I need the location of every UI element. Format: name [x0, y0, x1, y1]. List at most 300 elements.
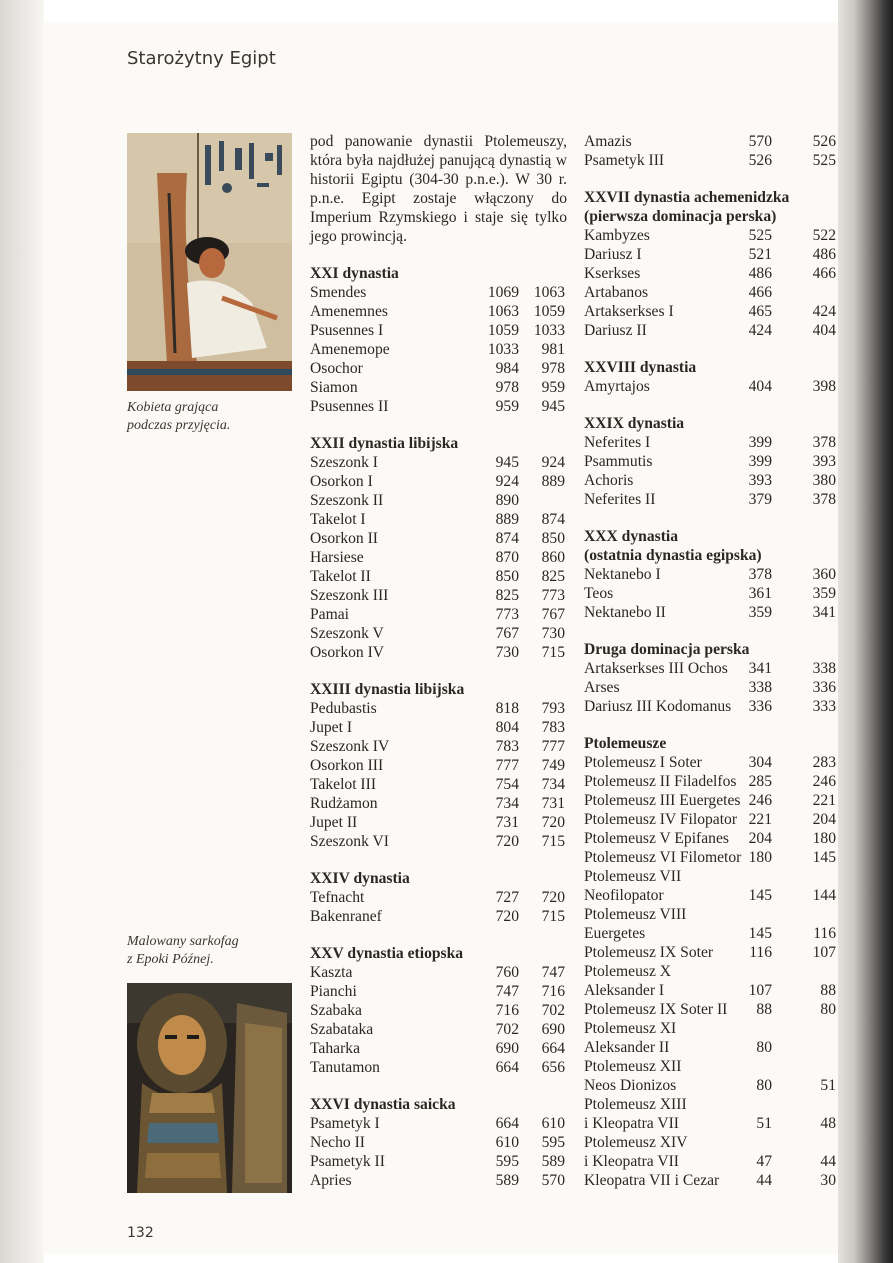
dynasty-section: [310, 434, 567, 662]
reign-end: 1059: [533, 303, 565, 320]
ruler-row: [584, 1019, 838, 1038]
ruler-name: Ptolemeusz II Filadelfos: [584, 773, 737, 790]
ruler-row: [310, 907, 567, 926]
ruler-row: [584, 791, 838, 810]
ruler-name: Szabataka: [310, 1021, 374, 1038]
reign-start: 818: [495, 700, 519, 717]
reign-start: 720: [495, 833, 519, 850]
ruler-name: Neferites I: [584, 434, 651, 451]
ruler-name: Dariusz III Kodomanus: [584, 698, 732, 715]
reign-start: 116: [749, 944, 772, 961]
reign-end: 773: [541, 587, 565, 604]
ruler-name: Neferites II: [584, 491, 656, 508]
reign-start: 341: [748, 660, 772, 677]
dynasty-heading: (pierwsza dominacja perska): [584, 208, 777, 225]
reign-end: 378: [812, 434, 836, 451]
left-edge: [0, 0, 44, 1263]
ruler-name: Ptolemeusz XIV: [584, 1134, 688, 1151]
reign-end: 730: [541, 625, 565, 642]
reign-start: 570: [748, 133, 772, 150]
dynasty-heading: Druga dominacja perska: [584, 641, 750, 658]
ruler-name: Ptolemeusz X: [584, 963, 672, 980]
ruler-row: [584, 1057, 838, 1076]
reign-start: 1059: [487, 322, 519, 339]
reign-start: 404: [748, 378, 772, 395]
ruler-row: [310, 756, 567, 775]
ruler-name: Psametyk III: [584, 152, 665, 169]
ruler-name: Siamon: [310, 379, 358, 396]
reign-end: 767: [541, 606, 565, 623]
reign-end: 716: [541, 983, 565, 1000]
reign-start: 890: [495, 492, 519, 509]
reign-start: 285: [748, 773, 772, 790]
running-header: Starożytny Egipt: [127, 48, 276, 69]
ruler-row: [310, 359, 567, 378]
ruler-name: Psusennes II: [310, 398, 389, 415]
ruler-row: [310, 378, 567, 397]
reign-end: 702: [541, 1002, 565, 1019]
ruler-name: Ptolemeusz VII: [584, 868, 682, 885]
caption-bottom: [127, 933, 297, 969]
ruler-name: Szabaka: [310, 1002, 362, 1019]
column-middle: [310, 132, 567, 1190]
ruler-row: [584, 433, 838, 452]
reign-start: 525: [748, 227, 772, 244]
reign-start: 767: [495, 625, 519, 642]
ruler-row: [310, 794, 567, 813]
ruler-row: [584, 1076, 838, 1095]
reign-start: 361: [748, 585, 772, 602]
ruler-row: [310, 963, 567, 982]
reign-start: 221: [748, 811, 772, 828]
ruler-name: Artakserkses I: [584, 303, 674, 320]
reign-start: 246: [748, 792, 772, 809]
ruler-row: [584, 924, 838, 943]
dynasty-heading: XXVI dynastia saicka: [310, 1096, 456, 1113]
ruler-name: Kaszta: [310, 964, 353, 981]
intro-text: pod panowanie dynastii Ptolemeuszy, która była najdłużej panującą dynastią w historii Egiptu (304-30 p.n.e.). W 30 r. p.n.e. Egipt zostaje włączony do Imperium Rzymskiego i staje się tylko jego prowincją.: [310, 133, 567, 245]
reign-end: 924: [541, 454, 565, 471]
ruler-name: Ptolemeusz IX Soter: [584, 944, 714, 961]
ruler-row: [584, 1038, 838, 1057]
ruler-name: Amenemnes: [310, 303, 388, 320]
reign-end: 656: [541, 1059, 565, 1076]
ruler-row: [310, 491, 567, 510]
reign-end: 777: [541, 738, 565, 755]
ruler-row: [584, 584, 838, 603]
ruler-name: Amyrtajos: [584, 378, 650, 395]
reign-end: 221: [812, 792, 836, 809]
reign-start: 338: [748, 679, 772, 696]
reign-start: 466: [748, 284, 772, 301]
page-fold-shadow: [838, 0, 893, 1263]
ruler-name: Ptolemeusz XIII: [584, 1096, 687, 1113]
reign-start: 393: [748, 472, 772, 489]
ruler-name: Osorkon IV: [310, 644, 385, 661]
ruler-row: [584, 245, 838, 264]
reign-end: 359: [812, 585, 836, 602]
ruler-name: Smendes: [310, 284, 367, 301]
ruler-row: [584, 981, 838, 1000]
ruler-row: [584, 829, 838, 848]
reign-start: 760: [495, 964, 519, 981]
ruler-row: [584, 264, 838, 283]
dynasty-section: [584, 640, 838, 716]
ruler-name: Aleksander II: [584, 1039, 670, 1056]
ruler-row: [310, 1058, 567, 1077]
reign-end: 959: [541, 379, 565, 396]
ruler-name: Szeszonk V: [310, 625, 384, 642]
reign-end: 850: [541, 530, 565, 547]
ruler-row: [310, 624, 567, 643]
ruler-name: Teos: [584, 585, 614, 602]
ruler-name: Dariusz I: [584, 246, 642, 263]
reign-start: 945: [495, 454, 519, 471]
ruler-row: [310, 1001, 567, 1020]
ruler-row: [584, 678, 838, 697]
ruler-name: Achoris: [584, 472, 634, 489]
reign-start: 664: [495, 1059, 519, 1076]
ruler-name: Arses: [584, 679, 620, 696]
dynasty-heading: XXVIII dynastia: [584, 359, 697, 376]
ruler-row: [584, 321, 838, 340]
reign-start: 924: [495, 473, 519, 490]
caption-bottom-line-1: Malowany sarkofag: [127, 934, 239, 949]
reign-start: 731: [495, 814, 519, 831]
reign-end: 180: [812, 830, 836, 847]
ruler-row: [310, 832, 567, 851]
ruler-row: [310, 397, 567, 416]
ruler-row: [310, 340, 567, 359]
reign-end: 522: [812, 227, 836, 244]
reign-end: 715: [541, 644, 565, 661]
reign-start: 336: [748, 698, 772, 715]
ruler-row: [584, 962, 838, 981]
reign-start: 804: [495, 719, 519, 736]
sarcophagus-image: [127, 983, 292, 1193]
ruler-name: Nektanebo II: [584, 604, 666, 621]
reign-start: 145: [748, 887, 772, 904]
reign-start: 486: [748, 265, 772, 282]
reign-start: 107: [748, 982, 772, 999]
dynasty-heading: XXV dynastia etiopska: [310, 945, 464, 962]
ruler-row: [310, 283, 567, 302]
reign-start: 783: [495, 738, 519, 755]
ruler-name: Takelot I: [310, 511, 366, 528]
reign-start: 465: [748, 303, 772, 320]
reign-end: 889: [541, 473, 565, 490]
reign-start: 80: [756, 1077, 772, 1094]
reign-end: 107: [812, 944, 836, 961]
ruler-row: [584, 151, 838, 170]
caption-top-line-2: podczas przyjęcia.: [127, 418, 231, 433]
reign-start: 595: [495, 1153, 519, 1170]
reign-end: 204: [812, 811, 836, 828]
reign-start: 730: [495, 644, 519, 661]
ruler-name: Takelot II: [310, 568, 371, 585]
ruler-name: Harsiese: [310, 549, 364, 566]
ruler-row: [584, 377, 838, 396]
reign-end: 570: [541, 1172, 565, 1189]
reign-start: 44: [756, 1172, 772, 1189]
reign-end: 338: [812, 660, 836, 677]
reign-start: 720: [495, 908, 519, 925]
reign-end: 664: [541, 1040, 565, 1057]
reign-end: 1033: [533, 322, 565, 339]
reign-start: 773: [495, 606, 519, 623]
ruler-row: [310, 586, 567, 605]
ruler-row: [584, 753, 838, 772]
ruler-name: Nektanebo I: [584, 566, 661, 583]
reign-start: 610: [495, 1134, 519, 1151]
ruler-name: Amenemope: [310, 341, 390, 358]
dynasty-heading: XXIV dynastia: [310, 870, 410, 887]
reign-start: 1033: [487, 341, 519, 358]
reign-end: 424: [812, 303, 836, 320]
reign-end: 874: [541, 511, 565, 528]
ruler-name: Osorkon I: [310, 473, 373, 490]
reign-start: 204: [748, 830, 772, 847]
ruler-name: i Kleopatra VII: [584, 1153, 679, 1170]
reign-end: 595: [541, 1134, 565, 1151]
reign-start: 825: [495, 587, 519, 604]
reign-start: 870: [495, 549, 519, 566]
ruler-row: [310, 1133, 567, 1152]
ruler-name: Pedubastis: [310, 700, 377, 717]
intro-paragraph: [310, 132, 567, 246]
reign-end: 749: [541, 757, 565, 774]
ruler-name: Takelot III: [310, 776, 377, 793]
caption-top-line-1: Kobieta grająca: [127, 400, 219, 415]
reign-end: 80: [820, 1001, 836, 1018]
reign-start: 850: [495, 568, 519, 585]
reign-start: 889: [495, 511, 519, 528]
reign-start: 1069: [487, 284, 519, 301]
reign-end: 610: [541, 1115, 565, 1132]
reign-end: 360: [812, 566, 836, 583]
reign-end: 783: [541, 719, 565, 736]
ruler-name: Euergetes: [584, 925, 646, 942]
reign-end: 860: [541, 549, 565, 566]
column-right: [584, 132, 838, 1190]
ruler-row: [584, 226, 838, 245]
dynasty-heading: Ptolemeusze: [584, 735, 667, 752]
reign-start: 145: [748, 925, 772, 942]
ruler-row: [310, 888, 567, 907]
ruler-name: Bakenranef: [310, 908, 382, 925]
reign-end: 978: [541, 360, 565, 377]
ruler-row: [310, 737, 567, 756]
reign-end: 715: [541, 833, 565, 850]
page-number: 132: [127, 1225, 154, 1241]
ruler-row: [310, 699, 567, 718]
ruler-name: Ptolemeusz IX Soter II: [584, 1001, 728, 1018]
reign-start: 88: [756, 1001, 772, 1018]
ruler-name: Ptolemeusz XII: [584, 1058, 682, 1075]
reign-end: 44: [820, 1153, 836, 1170]
ruler-name: Osochor: [310, 360, 363, 377]
dynasty-heading: XXIX dynastia: [584, 415, 685, 432]
reign-end: 486: [812, 246, 836, 263]
ruler-name: Pamai: [310, 606, 349, 623]
dynasty-heading: XXIII dynastia libijska: [310, 681, 465, 698]
ruler-name: Kleopatra VII i Cezar: [584, 1172, 720, 1189]
reign-end: 404: [812, 322, 836, 339]
reign-start: 1063: [487, 303, 519, 320]
reign-start: 47: [756, 1153, 772, 1170]
reign-end: 116: [813, 925, 836, 942]
ruler-name: Osorkon III: [310, 757, 384, 774]
dynasty-section: [310, 264, 567, 416]
ruler-name: Szeszonk IV: [310, 738, 390, 755]
ruler-row: [584, 1095, 838, 1114]
ruler-row: [310, 529, 567, 548]
ruler-row: [584, 1114, 838, 1133]
dynasty-heading: XXVII dynastia achemenidzka: [584, 189, 790, 206]
reign-end: 246: [812, 773, 836, 790]
ruler-name: Ptolemeusz XI: [584, 1020, 677, 1037]
ruler-name: Rudżamon: [310, 795, 378, 812]
reign-start: 664: [495, 1115, 519, 1132]
ruler-name: Artabanos: [584, 284, 649, 301]
reign-start: 734: [495, 795, 519, 812]
dynasty-heading: XXX dynastia: [584, 528, 679, 545]
reign-start: 978: [495, 379, 519, 396]
reign-end: 51: [820, 1077, 836, 1094]
dynasty-heading: XXI dynastia: [310, 265, 399, 282]
ruler-name: Neos Dionizos: [584, 1077, 677, 1094]
reign-end: 690: [541, 1021, 565, 1038]
ruler-row: [584, 848, 838, 867]
ruler-name: Tanutamon: [310, 1059, 380, 1076]
ruler-name: Dariusz II: [584, 322, 647, 339]
ruler-name: Aleksander I: [584, 982, 665, 999]
ruler-row: [584, 1171, 838, 1190]
ruler-row: [310, 775, 567, 794]
ruler-name: Tefnacht: [310, 889, 365, 906]
reign-start: 727: [495, 889, 519, 906]
reign-end: 88: [820, 982, 836, 999]
reign-start: 51: [756, 1115, 772, 1132]
dynasty-section: [310, 680, 567, 851]
ruler-name: Ptolemeusz I Soter: [584, 754, 702, 771]
ruler-row: [584, 886, 838, 905]
reign-end: 747: [541, 964, 565, 981]
reign-start: 690: [495, 1040, 519, 1057]
ruler-name: Ptolemeusz V Epifanes: [584, 830, 729, 847]
dynasty-heading: (ostatnia dynastia egipska): [584, 547, 762, 564]
ruler-row: [310, 1171, 567, 1190]
reign-start: 304: [748, 754, 772, 771]
reign-end: 48: [820, 1115, 836, 1132]
dynasty-section: [584, 358, 838, 396]
reign-start: 424: [748, 322, 772, 339]
ruler-row: [310, 1114, 567, 1133]
reign-end: 144: [812, 887, 836, 904]
reign-start: 359: [748, 604, 772, 621]
reign-start: 399: [748, 453, 772, 470]
ruler-row: [310, 813, 567, 832]
ruler-row: [310, 982, 567, 1001]
ruler-name: Psametyk I: [310, 1115, 380, 1132]
ruler-row: [310, 510, 567, 529]
ruler-name: Osorkon II: [310, 530, 378, 547]
reign-end: 341: [812, 604, 836, 621]
dynasty-heading: XXII dynastia libijska: [310, 435, 459, 452]
ruler-row: [584, 132, 838, 151]
reign-start: 521: [748, 246, 772, 263]
reign-end: 466: [812, 265, 836, 282]
ruler-name: Szeszonk VI: [310, 833, 389, 850]
reign-end: 720: [541, 814, 565, 831]
reign-end: 145: [812, 849, 836, 866]
reign-end: 734: [541, 776, 565, 793]
dynasty-section: [584, 414, 838, 509]
ruler-row: [310, 1039, 567, 1058]
reign-end: 1063: [533, 284, 565, 301]
ruler-row: [584, 659, 838, 678]
caption-top: [127, 399, 297, 435]
reign-start: 399: [748, 434, 772, 451]
reign-end: 720: [541, 889, 565, 906]
dynasty-section: [584, 527, 838, 622]
ruler-row: [310, 472, 567, 491]
ruler-row: [584, 452, 838, 471]
ruler-row: [310, 718, 567, 737]
ruler-name: Szeszonk I: [310, 454, 378, 471]
ruler-name: Kserkses: [584, 265, 641, 282]
ruler-row: [584, 283, 838, 302]
ruler-name: Artakserkses III Ochos: [584, 660, 728, 677]
ruler-row: [584, 565, 838, 584]
ruler-row: [584, 603, 838, 622]
reign-start: 754: [495, 776, 519, 793]
reign-start: 378: [748, 566, 772, 583]
harpist-painting-image: [127, 133, 292, 391]
ruler-row: [310, 567, 567, 586]
ruler-name: Taharka: [310, 1040, 360, 1057]
reign-end: 393: [812, 453, 836, 470]
reign-end: 793: [541, 700, 565, 717]
ruler-row: [584, 1000, 838, 1019]
reign-end: 398: [812, 378, 836, 395]
ruler-name: Amazis: [584, 133, 632, 150]
ruler-row: [584, 905, 838, 924]
ruler-row: [584, 867, 838, 886]
ruler-name: Ptolemeusz VI Filometor: [584, 849, 742, 866]
ruler-row: [310, 1152, 567, 1171]
ruler-name: Kambyzes: [584, 227, 650, 244]
dynasty-section: [310, 944, 567, 1077]
reign-start: 526: [748, 152, 772, 169]
reign-start: 589: [495, 1172, 519, 1189]
ruler-row: [310, 453, 567, 472]
ruler-name: Psammutis: [584, 453, 653, 470]
dynasty-section: [584, 188, 838, 340]
ruler-row: [310, 548, 567, 567]
reign-start: 959: [495, 398, 519, 415]
reign-start: 716: [495, 1002, 519, 1019]
ruler-name: Ptolemeusz VIII: [584, 906, 687, 923]
reign-end: 283: [812, 754, 836, 771]
reign-end: 378: [812, 491, 836, 508]
ruler-row: [584, 1152, 838, 1171]
reign-end: 525: [812, 152, 836, 169]
ruler-name: Necho II: [310, 1134, 365, 1151]
ruler-row: [584, 943, 838, 962]
reign-end: 731: [541, 795, 565, 812]
ruler-row: [584, 471, 838, 490]
